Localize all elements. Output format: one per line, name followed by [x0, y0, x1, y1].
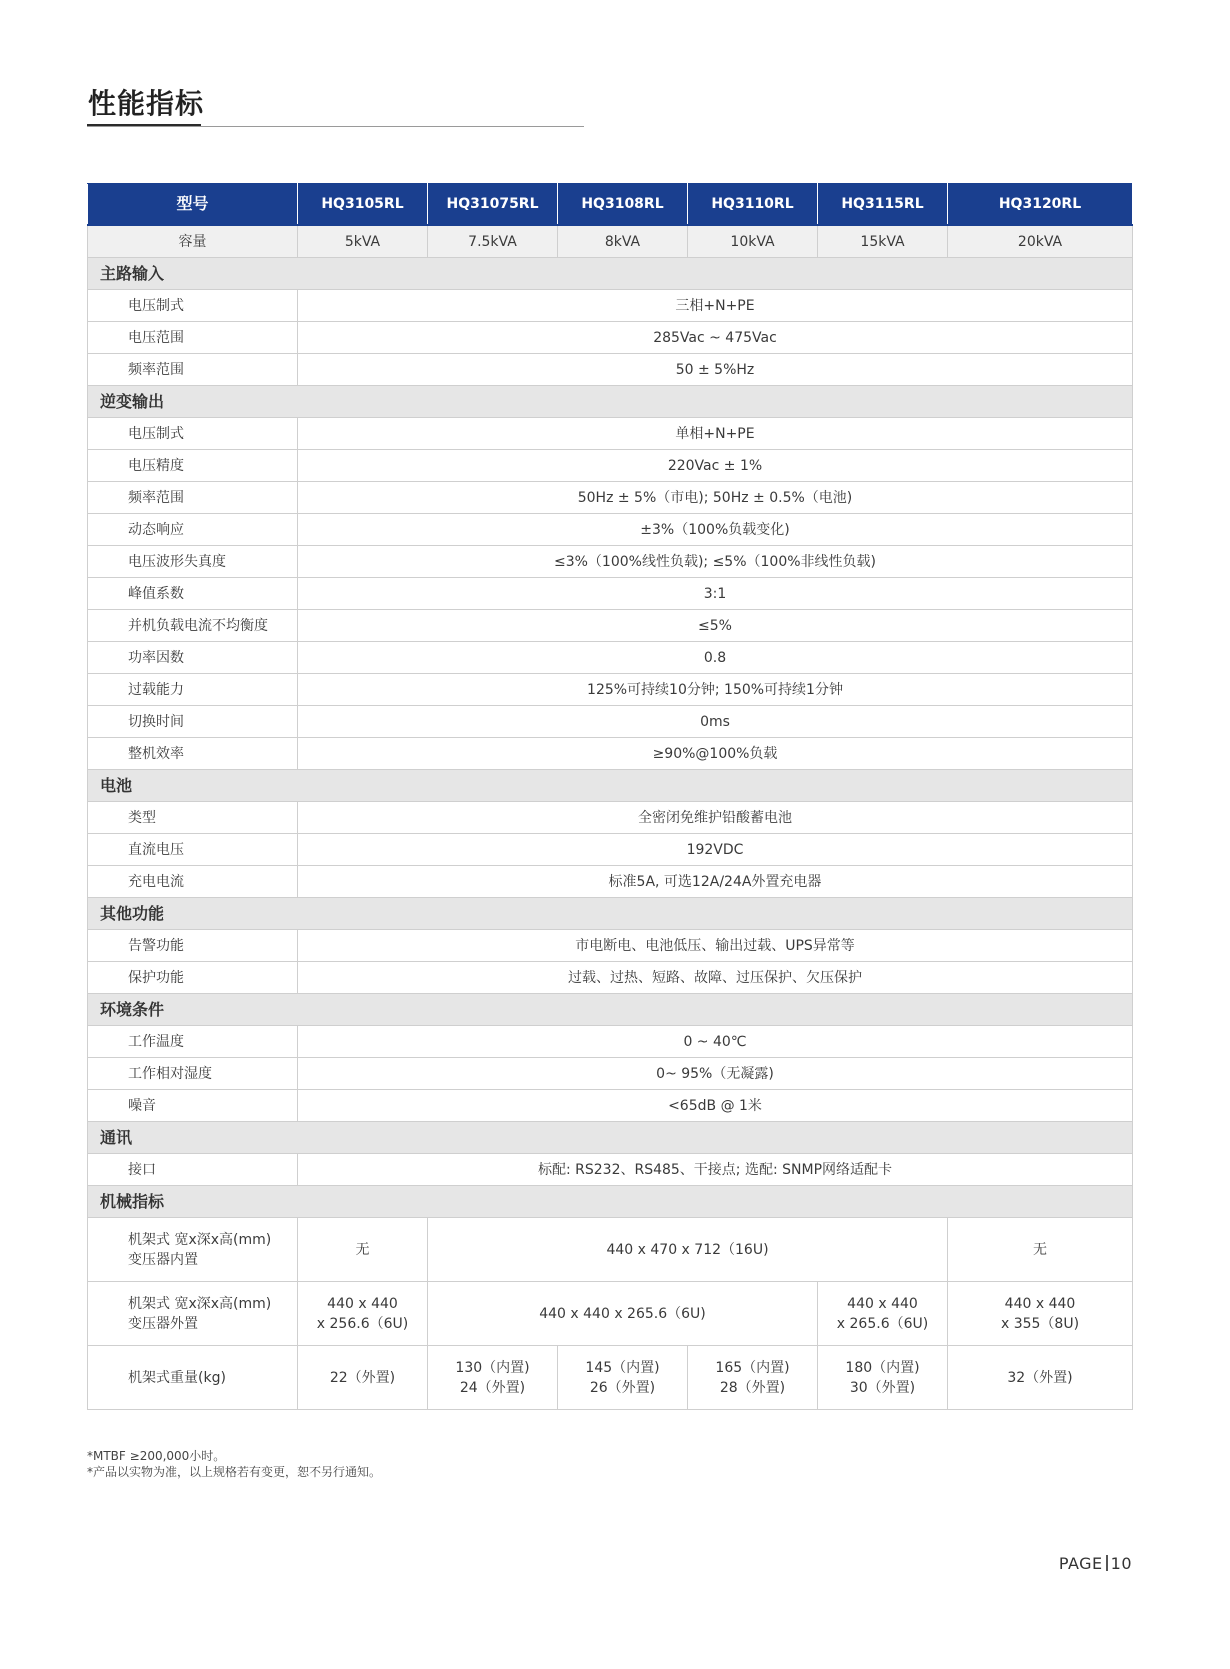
spec-row	[88, 706, 1133, 738]
spec-label: 整机效率	[88, 738, 298, 770]
spec-label	[88, 1282, 298, 1346]
spec-label: 告警功能	[88, 930, 298, 962]
spec-row	[88, 514, 1133, 546]
section-header	[88, 258, 1133, 290]
spec-value: 0.8	[298, 642, 1133, 674]
section-title: 机械指标	[88, 1186, 1133, 1218]
spec-label: 噪音	[88, 1090, 298, 1122]
capacity-value: 5kVA	[298, 225, 428, 258]
section-title: 电池	[88, 770, 1133, 802]
spec-label: 机架式重量(kg)	[88, 1346, 298, 1410]
spec-value-line: x 256.6（6U)	[316, 1315, 409, 1332]
capacity-value: 10kVA	[688, 225, 818, 258]
spec-label: 过载能力	[88, 674, 298, 706]
section-title: 主路输入	[88, 258, 1133, 290]
spec-label: 频率范围	[88, 482, 298, 514]
spec-row	[88, 578, 1133, 610]
spec-row	[88, 1058, 1133, 1090]
spec-value: ≤5%	[298, 610, 1133, 642]
spec-row	[88, 290, 1133, 322]
spec-value: 22（外置)	[298, 1346, 428, 1410]
spec-value-line: 440 x 440	[1004, 1295, 1076, 1312]
spec-value-line: 24（外置)	[459, 1379, 526, 1396]
spec-label: 功率因数	[88, 642, 298, 674]
spec-value: 0~ 95%（无凝露)	[298, 1058, 1133, 1090]
spec-value: 标配: RS232、RS485、干接点; 选配: SNMP网络适配卡	[298, 1154, 1133, 1186]
spec-row-dimensions-external	[88, 1282, 1133, 1346]
spec-row	[88, 642, 1133, 674]
spec-label: 频率范围	[88, 354, 298, 386]
spec-label: 电压制式	[88, 418, 298, 450]
spec-label: 工作温度	[88, 1026, 298, 1058]
capacity-row	[88, 225, 1133, 258]
section-header	[88, 1186, 1133, 1218]
spec-row	[88, 354, 1133, 386]
spec-label: 电压精度	[88, 450, 298, 482]
section-header	[88, 1122, 1133, 1154]
spec-value-line: 28（外置)	[719, 1379, 786, 1396]
spec-table	[87, 183, 1133, 1410]
spec-row	[88, 322, 1133, 354]
spec-row	[88, 418, 1133, 450]
capacity-value: 7.5kVA	[428, 225, 558, 258]
spec-value: 50 ± 5%Hz	[298, 354, 1133, 386]
section-title: 通讯	[88, 1122, 1133, 1154]
spec-value: 32（外置)	[948, 1346, 1133, 1410]
spec-label: 工作相对湿度	[88, 1058, 298, 1090]
spec-value: ±3%（100%负载变化)	[298, 514, 1133, 546]
model-name: HQ31075RL	[428, 184, 558, 226]
spec-row	[88, 834, 1133, 866]
footnote: *MTBF ≥200,000小时。	[87, 1449, 226, 1463]
spec-label: 并机负载电流不均衡度	[88, 610, 298, 642]
spec-row	[88, 1154, 1133, 1186]
spec-value-line: 180（内置)	[845, 1359, 920, 1376]
spec-label-line: 变压器内置	[128, 1251, 198, 1268]
spec-row	[88, 546, 1133, 578]
spec-value-line: 145（内置)	[585, 1359, 660, 1376]
spec-value: 440 x 470 x 712（16U)	[428, 1218, 948, 1282]
spec-label-line: 变压器外置	[128, 1315, 198, 1332]
model-name: HQ3105RL	[298, 184, 428, 226]
spec-value	[818, 1282, 948, 1346]
header-model-label: 型号	[88, 184, 298, 226]
spec-value: 285Vac ~ 475Vac	[298, 322, 1133, 354]
spec-value: 192VDC	[298, 834, 1133, 866]
spec-value: 过载、过热、短路、故障、过压保护、欠压保护	[298, 962, 1133, 994]
spec-value-line: x 355（8U)	[1000, 1315, 1080, 1332]
spec-value	[558, 1346, 688, 1410]
spec-label-line: 机架式 宽x深x高(mm)	[128, 1231, 272, 1248]
spec-row-dimensions-internal	[88, 1218, 1133, 1282]
spec-label: 电压制式	[88, 290, 298, 322]
spec-value-line: 440 x 440	[847, 1295, 918, 1312]
spec-label	[88, 1218, 298, 1282]
spec-row	[88, 962, 1133, 994]
spec-label: 电压范围	[88, 322, 298, 354]
page-number	[1059, 1554, 1132, 1573]
capacity-label: 容量	[88, 225, 298, 258]
spec-value: 125%可持续10分钟; 150%可持续1分钟	[298, 674, 1133, 706]
capacity-value: 8kVA	[558, 225, 688, 258]
spec-row	[88, 1090, 1133, 1122]
section-title: 环境条件	[88, 994, 1133, 1026]
spec-value	[818, 1346, 948, 1410]
spec-value-line: 165（内置)	[715, 1359, 790, 1376]
spec-value: 440 x 440 x 265.6（6U)	[428, 1282, 818, 1346]
spec-row	[88, 610, 1133, 642]
spec-value: <65dB @ 1米	[298, 1090, 1133, 1122]
footnotes	[87, 1448, 381, 1480]
spec-label-line: 机架式 宽x深x高(mm)	[128, 1295, 272, 1312]
page-prefix: PAGE	[1058, 1554, 1103, 1573]
spec-value: 无	[298, 1218, 428, 1282]
section-header	[88, 770, 1133, 802]
capacity-value: 20kVA	[948, 225, 1133, 258]
model-name: HQ3115RL	[818, 184, 948, 226]
model-name: HQ3108RL	[558, 184, 688, 226]
spec-row	[88, 738, 1133, 770]
spec-value: 市电断电、电池低压、输出过载、UPS异常等	[298, 930, 1133, 962]
spec-value	[428, 1346, 558, 1410]
section-title: 其他功能	[88, 898, 1133, 930]
spec-value	[948, 1282, 1133, 1346]
spec-row	[88, 450, 1133, 482]
model-name: HQ3110RL	[688, 184, 818, 226]
spec-value-line: 26（外置)	[589, 1379, 656, 1396]
spec-value	[298, 1282, 428, 1346]
page-title: 性能指标	[88, 87, 205, 120]
spec-label: 动态响应	[88, 514, 298, 546]
spec-value: ≤3%（100%线性负载); ≤5%（100%非线性负载)	[298, 546, 1133, 578]
spec-value-line: 30（外置)	[849, 1379, 916, 1396]
spec-row	[88, 674, 1133, 706]
section-header	[88, 994, 1133, 1026]
spec-value: 单相+N+PE	[298, 418, 1133, 450]
spec-label: 电压波形失真度	[88, 546, 298, 578]
spec-label: 充电电流	[88, 866, 298, 898]
spec-value: 全密闭免维护铅酸蓄电池	[298, 802, 1133, 834]
spec-value: 0 ~ 40℃	[298, 1026, 1133, 1058]
spec-value: 0ms	[298, 706, 1133, 738]
page-separator	[1106, 1555, 1108, 1571]
spec-row-weight	[88, 1346, 1133, 1410]
spec-row	[88, 866, 1133, 898]
capacity-value: 15kVA	[818, 225, 948, 258]
spec-value: 220Vac ± 1%	[298, 450, 1133, 482]
spec-label: 峰值系数	[88, 578, 298, 610]
header-row	[88, 184, 1133, 226]
footnote: *产品以实物为准，以上规格若有变更，恕不另行通知。	[87, 1465, 382, 1479]
title-rule	[87, 126, 584, 127]
spec-label: 接口	[88, 1154, 298, 1186]
page-digit: 10	[1110, 1554, 1132, 1573]
spec-label: 直流电压	[88, 834, 298, 866]
spec-row	[88, 802, 1133, 834]
section-header	[88, 898, 1133, 930]
spec-label: 类型	[88, 802, 298, 834]
spec-value-line: 440 x 440	[327, 1295, 398, 1312]
spec-label: 保护功能	[88, 962, 298, 994]
spec-value: 50Hz ± 5%（市电); 50Hz ± 0.5%（电池)	[298, 482, 1133, 514]
spec-row	[88, 482, 1133, 514]
spec-value-line: x 265.6（6U)	[836, 1315, 929, 1332]
spec-value: 无	[948, 1218, 1133, 1282]
model-name: HQ3120RL	[948, 184, 1133, 226]
spec-value: 三相+N+PE	[298, 290, 1133, 322]
spec-value: 标准5A, 可选12A/24A外置充电器	[298, 866, 1133, 898]
spec-row	[88, 1026, 1133, 1058]
spec-value: ≥90%@100%负载	[298, 738, 1133, 770]
spec-row	[88, 930, 1133, 962]
spec-label: 切换时间	[88, 706, 298, 738]
section-header	[88, 386, 1133, 418]
spec-value	[688, 1346, 818, 1410]
section-title: 逆变输出	[88, 386, 1133, 418]
spec-value: 3:1	[298, 578, 1133, 610]
spec-value-line: 130（内置)	[455, 1359, 530, 1376]
